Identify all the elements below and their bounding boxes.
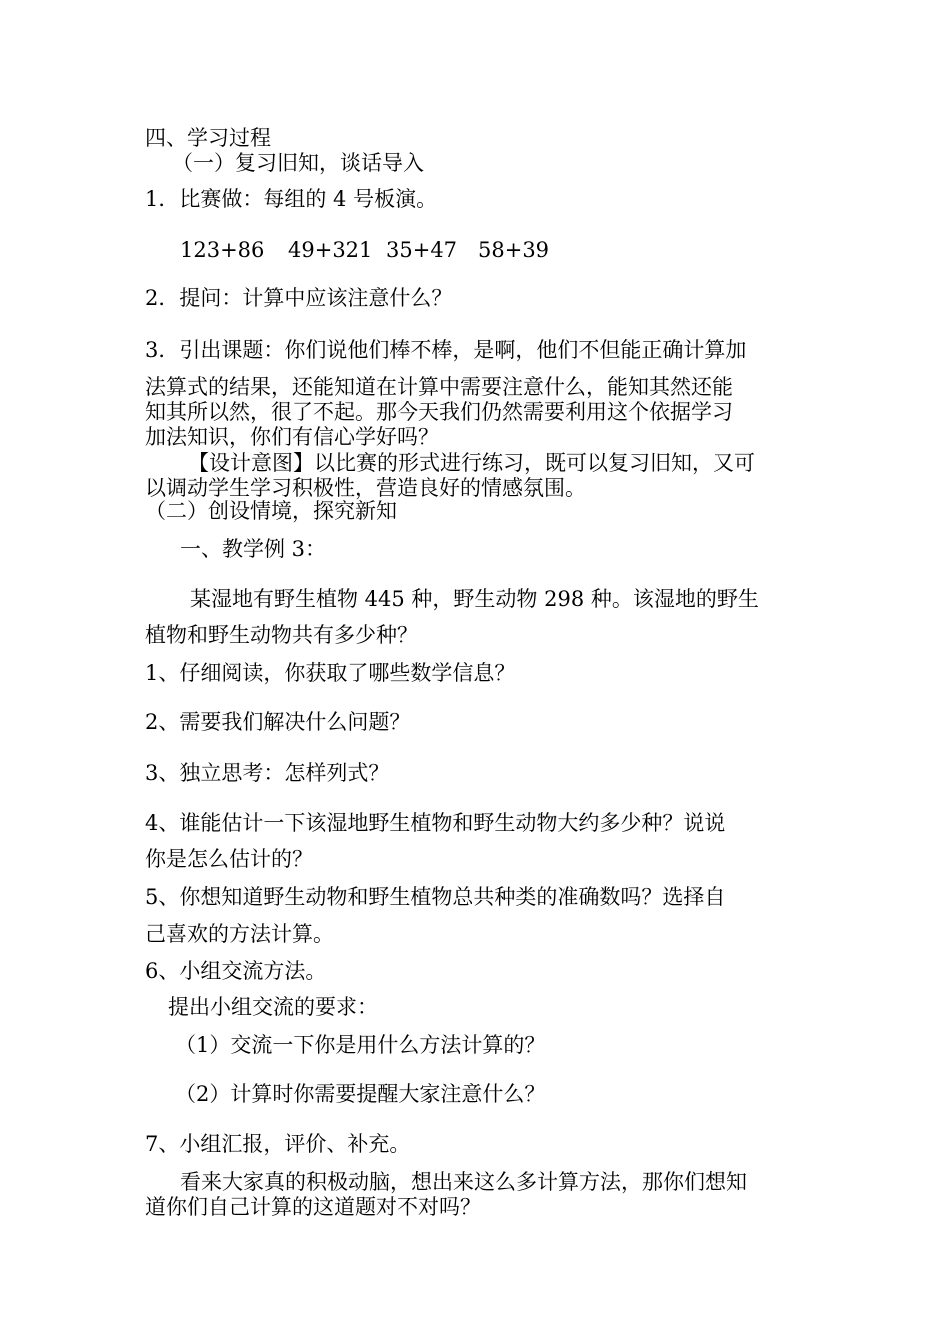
question-4-line: 你是怎么估计的？ <box>145 847 313 871</box>
equation-row <box>180 238 850 262</box>
item-2: 2．提问：计算中应该注意什么？ <box>145 286 453 310</box>
question-2: 2、需要我们解决什么问题？ <box>145 710 411 734</box>
section-heading: 四、学习过程 <box>145 126 271 150</box>
design-intent-line: 【设计意图】以比赛的形式进行练习，既可以复习旧知，又可 <box>188 451 755 475</box>
question-5-line: 己喜欢的方法计算。 <box>145 922 334 946</box>
item-3-line: 法算式的结果，还能知道在计算中需要注意什么，能知其然还能 <box>145 375 733 399</box>
item-1: 1．比赛做：每组的 4 号板演。 <box>145 187 438 211</box>
requirement-1: （1）交流一下你是用什么方法计算的？ <box>175 1033 546 1057</box>
design-intent-line: 以调动学生学习积极性，营造良好的情感氛围。 <box>145 476 586 500</box>
item-3-line: 知其所以然，很了不起。那今天我们仍然需要利用这个依据学习 <box>145 400 733 424</box>
question-3: 3、独立思考：怎样列式？ <box>145 761 390 785</box>
equation: 58+39 <box>478 238 550 262</box>
requirements-title: 提出小组交流的要求： <box>168 995 378 1019</box>
closing-line: 道你们自己计算的这道题对不对吗？ <box>145 1195 481 1219</box>
item-3-line: 加法知识，你们有信心学好吗？ <box>145 425 439 449</box>
section-one-title: （一）复习旧知，谈话导入 <box>172 151 424 175</box>
example-title: 一、教学例 3： <box>180 537 327 561</box>
question-5-line: 5、你想知道野生动物和野生植物总共种类的准确数吗？选择自 <box>145 885 726 909</box>
question-7: 7、小组汇报，评价、补充。 <box>145 1132 411 1156</box>
question-6: 6、小组交流方法。 <box>145 959 327 983</box>
question-4-line: 4、谁能估计一下该湿地野生植物和野生动物大约多少种？说说 <box>145 811 726 835</box>
equation: 123+86 <box>180 238 265 262</box>
problem-line: 植物和野生动物共有多少种？ <box>145 623 418 647</box>
closing-line: 看来大家真的积极动脑，想出来这么多计算方法，那你们想知 <box>180 1170 747 1194</box>
equation: 35+47 <box>386 238 458 262</box>
section-two-title: （二）创设情境，探究新知 <box>145 499 397 523</box>
question-1: 1、仔细阅读，你获取了哪些数学信息？ <box>145 661 516 685</box>
problem-line: 某湿地有野生植物 445 种，野生动物 298 种。该湿地的野生 <box>190 587 759 611</box>
item-3-line: 3．引出课题：你们说他们棒不棒，是啊，他们不但能正确计算加 <box>145 338 747 362</box>
equation: 49+321 <box>288 238 373 262</box>
requirement-2: （2）计算时你需要提醒大家注意什么？ <box>175 1082 546 1106</box>
